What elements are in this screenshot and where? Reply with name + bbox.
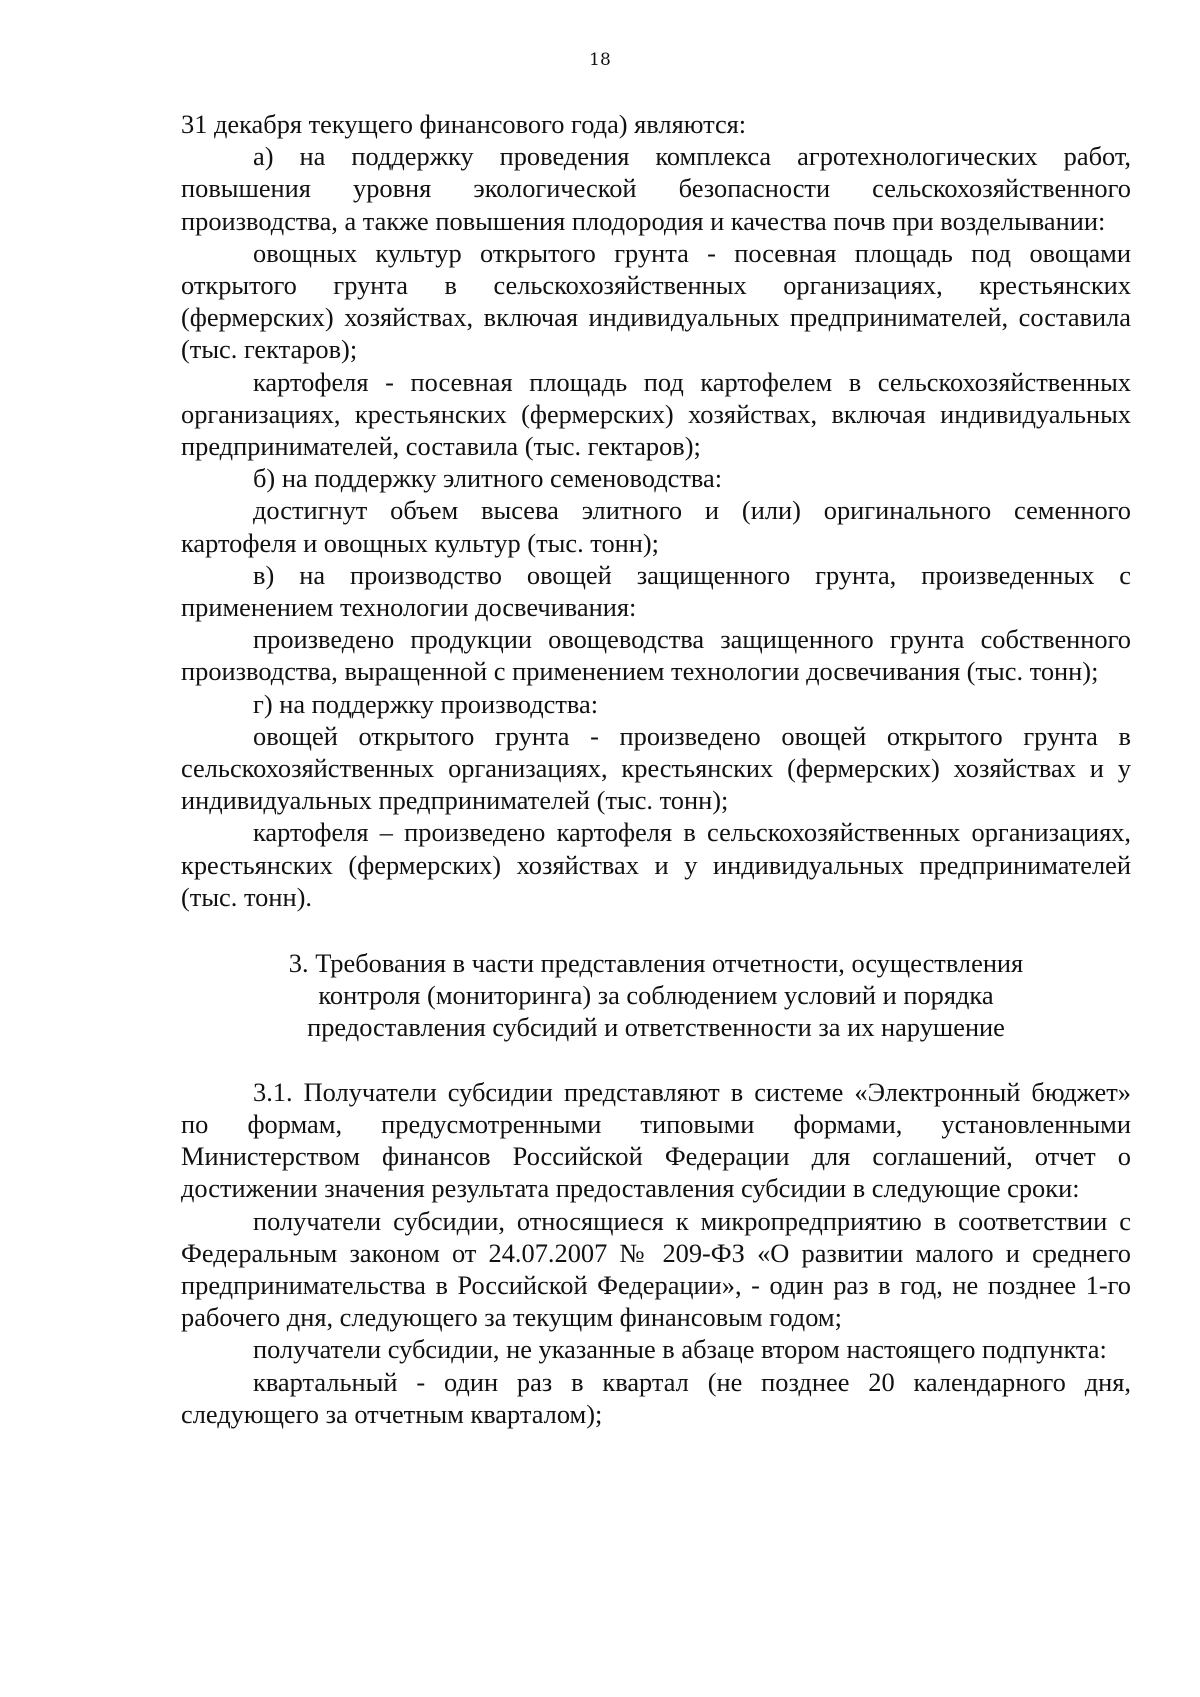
paragraph: г) на поддержку производства: <box>253 688 599 719</box>
page-number: 18 <box>589 50 611 70</box>
paragraph: овощных культур открытого грунта - посевная площадь под овощами открытого грунта в сельскохозяйственных организациях, крестьянских (фермерских) хозяйствах, включая индивидуальных предпринимателей, составила (тыс. гектаров); <box>181 237 1131 365</box>
section-heading-line: контроля (мониторинга) за соблюдением условий и порядка <box>318 980 994 1011</box>
section-heading <box>181 947 1131 1044</box>
paragraph: достигнут объем высева элитного и (или) оригинального семенного картофеля и овощных культур (тыс. тонн); <box>181 495 1131 558</box>
paragraph: в) на производство овощей защищенного грунта, произведенных с применением технологии досвечивания: <box>181 559 1131 623</box>
section-heading-line: предоставления субсидий и ответственности за их нарушение <box>307 1012 1005 1043</box>
paragraph: получатели субсидии, относящиеся к микропредприятию в соответствии с Федеральным законом от 24.07.2007 № 209-ФЗ «О развитии малого и среднего предпринимательства в Российской Федерации», - один раз в год, не позднее 1-го рабочего дня, следующего за текущим финансовым годом; <box>181 1205 1131 1333</box>
paragraph: 3.1. Получатели субсидии представляют в системе «Электронный бюджет» по формам, предусмотренными типовыми формами, установленными Министерством финансов Российской Федерации для соглашений, отчет о достижении значения результата предоставления субсидии в следующие сроки: <box>181 1076 1131 1204</box>
paragraph: а) на поддержку проведения комплекса агротехнологических работ, повышения уровня экологической безопасности сельскохозяйственного производства, а также повышения плодородия и качества почв при возделывании: <box>181 141 1131 236</box>
document-body <box>181 108 1131 1430</box>
paragraph: 31 декабря текущего финансового года) являются: <box>181 109 747 139</box>
paragraph: овощей открытого грунта - произведено овощей открытого грунта в сельскохозяйственных организациях, крестьянских (фермерских) хозяйствах и у индивидуальных предпринимателей (тыс. тонн); <box>181 720 1131 816</box>
paragraph: картофеля - посевная площадь под картофелем в сельскохозяйственных организациях, крестьянских (фермерских) хозяйствах, включая индивидуальных предпринимателей, составила (тыс. гектаров); <box>181 366 1131 462</box>
section-heading-line: 3. Требования в части представления отчетности, осуществления <box>288 948 1024 979</box>
paragraph: б) на поддержку элитного семеноводства: <box>253 463 723 494</box>
paragraph: квартальный - один раз в квартал (не позднее 20 календарного дня, следующего за отчетным кварталом); <box>181 1366 1131 1429</box>
paragraph: картофеля – произведено картофеля в сельскохозяйственных организациях, крестьянских (фермерских) хозяйствах и у индивидуальных предпринимателей (тыс. тонн). <box>181 817 1131 912</box>
paragraph: произведено продукции овощеводства защищенного грунта собственного производства, выращенной с применением технологии досвечивания (тыс. тонн); <box>181 624 1131 687</box>
paragraph: получатели субсидии, не указанные в абзаце втором настоящего подпункта: <box>253 1334 1107 1365</box>
